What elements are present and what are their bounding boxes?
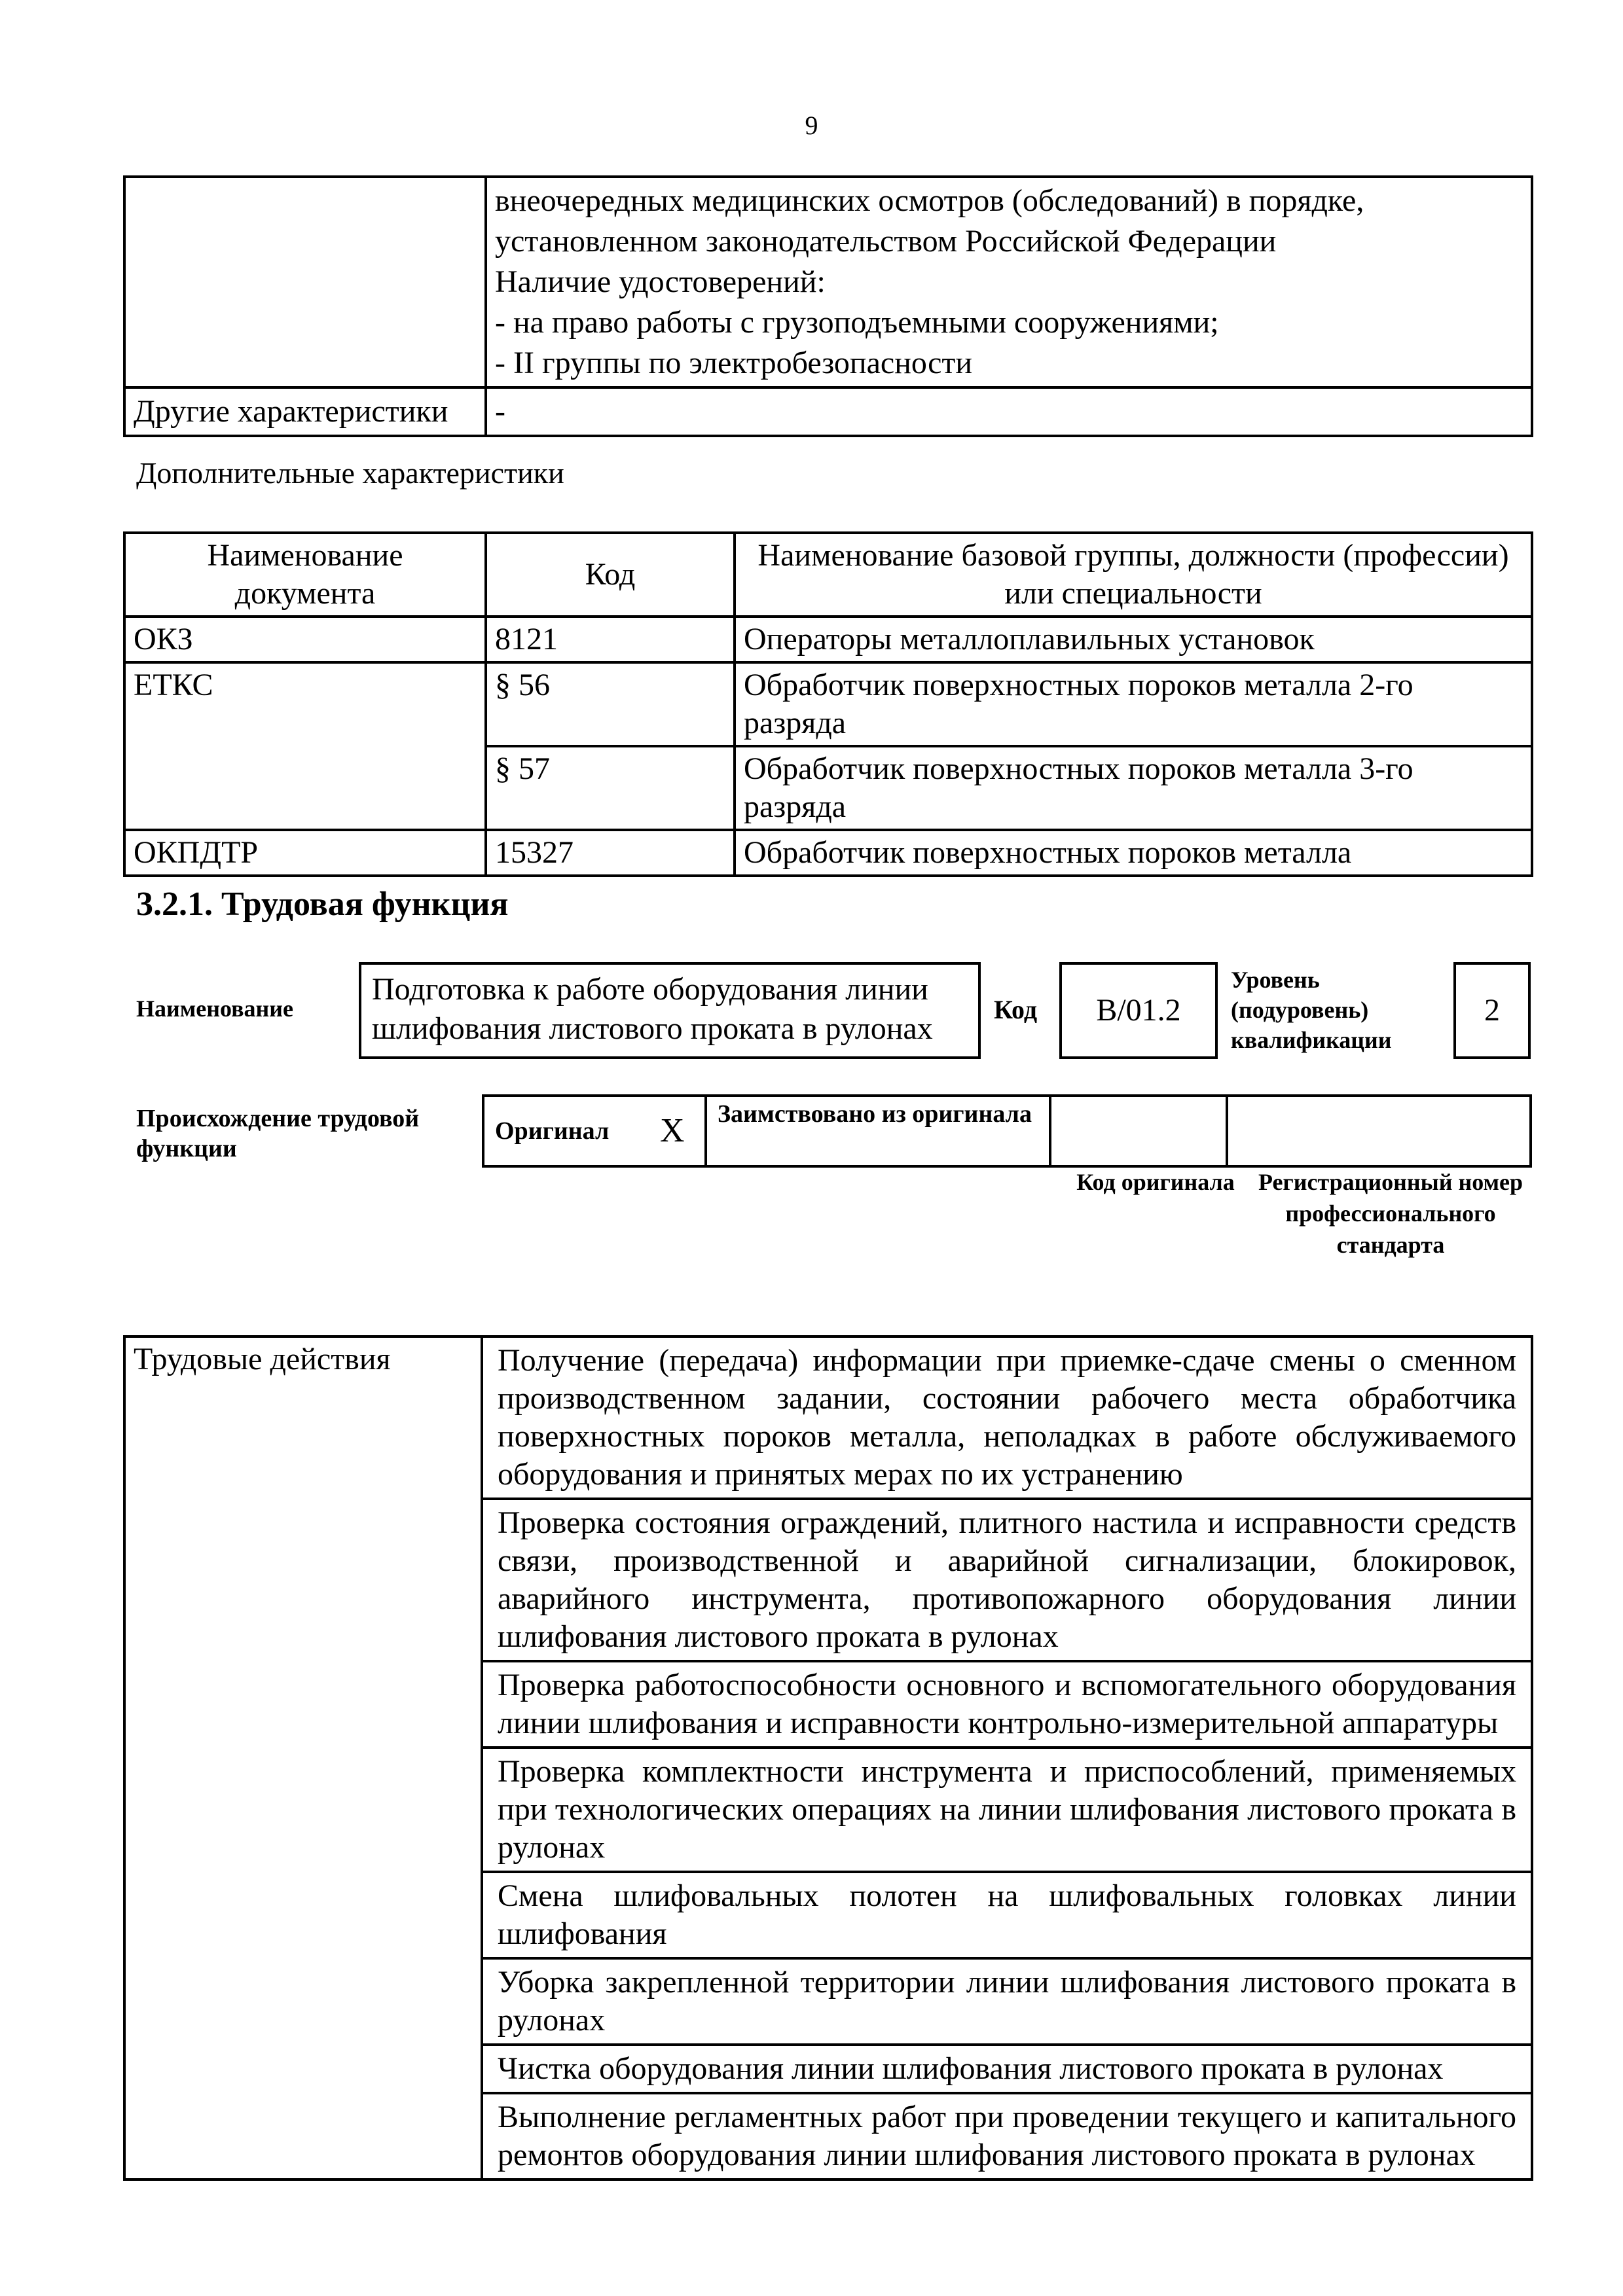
level-label: Уровень (подуровень) квалификации (1231, 967, 1392, 1053)
labour-action-item: Проверка комплектности инструмента и приспособлений, применяемых при технологических операциях на линии шлифования листового проката в рулонах (482, 1748, 1532, 1872)
empty-cell (124, 177, 486, 387)
labour-action-item: Выполнение регламентных работ при проведении текущего и капитального ремонтов оборудования линии шлифования листового проката в рулонах (482, 2093, 1532, 2179)
labour-actions-label: Трудовые действия (124, 1336, 482, 2179)
name-label: Наименование (136, 996, 293, 1022)
doc-cell: ОКПДТР (124, 830, 486, 876)
level-value-box: 2 (1453, 962, 1531, 1059)
page-number: 9 (805, 111, 818, 140)
code-label: Код (994, 995, 1038, 1024)
borrowed-label: Заимствовано из оригинала (706, 1096, 1050, 1166)
code-cell: 8121 (486, 617, 735, 662)
requirements-text (486, 177, 1532, 387)
labour-actions-table (123, 1335, 1533, 2181)
original-mark: X (649, 1096, 706, 1166)
section-title: 3.2.1. Трудовая функция (136, 886, 509, 923)
caption-original-code: Код оригинала (1076, 1169, 1235, 1195)
requirements-table (123, 175, 1533, 437)
col-header-code: Код (486, 533, 735, 617)
name-cell: Операторы металлоплавильных установок (735, 617, 1532, 662)
labour-action-item: Получение (передача) информации при приемке-сдаче смены о сменном производственном задании, состоянии рабочего места обработчика поверхностных пороков металла, неполадках в работе обслуживаемого оборудования и принятых мерах по их устранению (482, 1336, 1532, 1499)
code-cell: § 56 (486, 662, 735, 746)
col-header-name: Наименование базовой группы, должности (профессии) или специальности (735, 533, 1532, 617)
function-code-box: В/01.2 (1059, 962, 1218, 1059)
other-characteristics-label: Другие характеристики (124, 387, 486, 436)
labour-action-item: Проверка работоспособности основного и вспомогательного оборудования линии шлифования и исправности контрольно-измерительной аппаратуры (482, 1661, 1532, 1748)
caption-registration-number: Регистрационный номер профессионального стандарта (1258, 1169, 1523, 1258)
requirement-line: внеочередных медицинских осмотров (обследований) в порядке, (495, 183, 1364, 218)
original-label: Оригинал (483, 1096, 649, 1166)
origin-table (482, 1094, 1532, 1168)
labour-action-item: Чистка оборудования линии шлифования листового проката в рулонах (482, 2045, 1532, 2093)
doc-cell: ЕТКС (124, 662, 486, 830)
requirement-line: установленном законодательством Российской Федерации (495, 224, 1277, 259)
requirement-line: - II группы по электробезопасности (495, 346, 973, 380)
other-characteristics-value: - (486, 387, 1532, 436)
name-cell: Обработчик поверхностных пороков металла 2-го разряда (735, 662, 1532, 746)
labour-action-item: Уборка закрепленной территории линии шлифования листового проката в рулонах (482, 1958, 1532, 2045)
additional-table (123, 531, 1533, 877)
requirement-line: Наличие удостоверений: (495, 264, 826, 299)
requirement-line: - на право работы с грузоподъемными сооружениями; (495, 305, 1219, 340)
name-cell: Обработчик поверхностных пороков металла 3-го разряда (735, 746, 1532, 830)
labour-action-item: Смена шлифовальных полотен на шлифовальных головках линии шлифования (482, 1872, 1532, 1958)
original-code-cell (1050, 1096, 1227, 1166)
col-header-document: Наименование документа (124, 533, 486, 617)
function-name-box: Подготовка к работе оборудования линии шлифования листового проката в рулонах (359, 962, 981, 1059)
doc-cell: ОКЗ (124, 617, 486, 662)
name-cell: Обработчик поверхностных пороков металла (735, 830, 1532, 876)
origin-label: Происхождение трудовой функции (136, 1105, 420, 1162)
additional-heading: Дополнительные характеристики (136, 456, 564, 490)
code-cell: 15327 (486, 830, 735, 876)
code-cell: § 57 (486, 746, 735, 830)
labour-action-item: Проверка состояния ограждений, плитного настила и исправности средств связи, производственной и аварийной сигнализации, блокировок, аварийного инструмента, противопожарного оборудования линии шлифования листового проката в рулонах (482, 1499, 1532, 1661)
registration-number-cell (1227, 1096, 1531, 1166)
